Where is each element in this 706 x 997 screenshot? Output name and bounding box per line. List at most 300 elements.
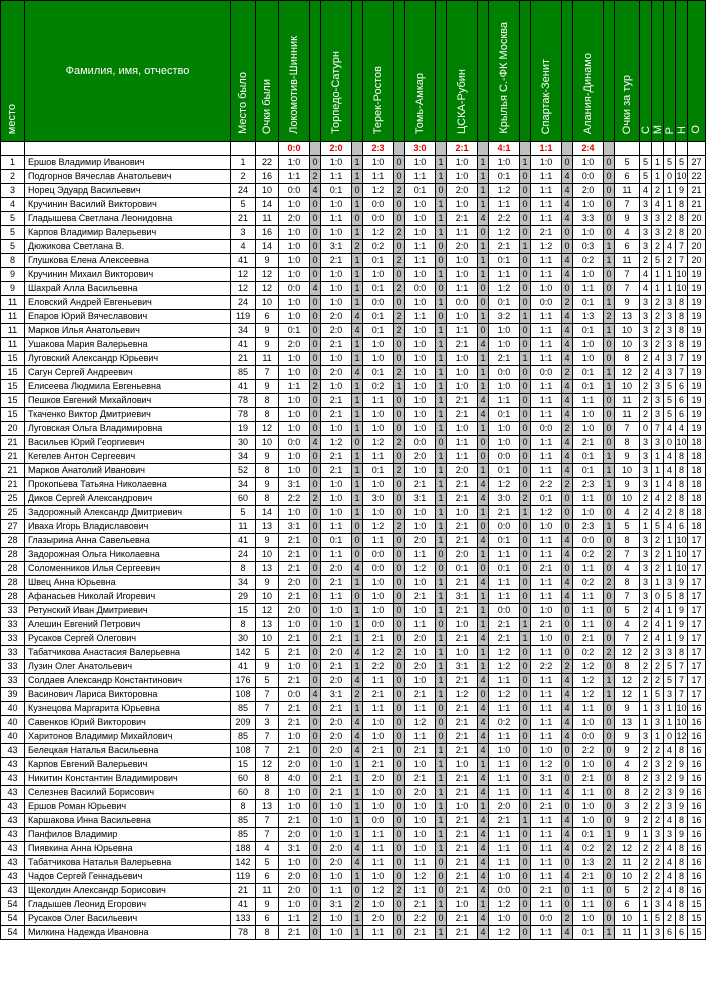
stat-cell: 6 (676, 408, 688, 422)
match-forecast: 1:0 (405, 576, 436, 590)
stat-cell: 17 (688, 674, 706, 688)
match-points: 0 (394, 408, 405, 422)
match-points: 0 (436, 562, 447, 576)
participant-name: Лузин Олег Анатольевич (25, 660, 231, 674)
match-forecast: 0:2 (573, 254, 604, 268)
match-points: 0 (520, 254, 531, 268)
match-forecast: 1:1 (531, 352, 562, 366)
stat-cell: 14 (256, 198, 279, 212)
match-forecast: 2:1 (363, 688, 394, 702)
result-4: 3:0 (405, 142, 436, 156)
match-forecast: 1:1 (531, 254, 562, 268)
stat-cell: 20 (688, 226, 706, 240)
match-points: 0 (436, 912, 447, 926)
stat-cell: 1 (652, 576, 664, 590)
stat-cell: 2 (652, 856, 664, 870)
match-points: 0 (604, 170, 615, 184)
match-points: 2 (562, 660, 573, 674)
match-points: 0 (310, 226, 321, 240)
match-forecast: 2:0 (279, 604, 310, 618)
match-points: 0 (520, 856, 531, 870)
match-forecast: 1:0 (447, 170, 478, 184)
match-forecast: 1:0 (321, 478, 352, 492)
stat-cell: 5 (664, 156, 676, 170)
stat-cell: 6 (615, 240, 640, 254)
stat-cell: 2 (652, 744, 664, 758)
match-forecast: 1:0 (447, 618, 478, 632)
stat-cell: 1 (652, 282, 664, 296)
match-points: 0 (310, 674, 321, 688)
stat-cell: 2 (664, 758, 676, 772)
table-row (1, 786, 706, 800)
match-forecast: 1:2 (363, 520, 394, 534)
stat-cell: 3 (652, 898, 664, 912)
match-forecast: 1:1 (531, 338, 562, 352)
match-forecast: 1:0 (279, 366, 310, 380)
match-points: 1 (436, 170, 447, 184)
match-points: 0 (562, 520, 573, 534)
table-row (1, 450, 706, 464)
match-points: 4 (562, 212, 573, 226)
place-cell: 21 (1, 478, 25, 492)
stat-cell: 8 (676, 506, 688, 520)
match-points: 0 (310, 506, 321, 520)
stat-cell: 4 (256, 842, 279, 856)
place-cell: 11 (1, 338, 25, 352)
match-points: 1 (520, 506, 531, 520)
stat-cell: 2 (652, 324, 664, 338)
match-forecast: 0:1 (489, 562, 520, 576)
table-row (1, 926, 706, 940)
match-points: 1 (436, 604, 447, 618)
match-forecast: 1:0 (531, 744, 562, 758)
header-gap (394, 1, 405, 142)
stat-cell: 7 (676, 352, 688, 366)
stat-cell: 11 (615, 856, 640, 870)
match-forecast: 1:1 (405, 170, 436, 184)
match-forecast: 1:0 (447, 422, 478, 436)
match-forecast: 1:1 (489, 786, 520, 800)
place-cell: 5 (1, 212, 25, 226)
match-points: 0 (394, 660, 405, 674)
stat-cell: 3 (640, 240, 652, 254)
match-points: 0 (394, 590, 405, 604)
stat-cell: 4 (664, 450, 676, 464)
match-points: 0 (562, 632, 573, 646)
match-points: 4 (352, 562, 363, 576)
table-row (1, 912, 706, 926)
match-forecast: 1:1 (447, 226, 478, 240)
place-cell: 40 (1, 702, 25, 716)
place-cell: 43 (1, 884, 25, 898)
match-points: 0 (604, 604, 615, 618)
match-forecast: 1:0 (489, 156, 520, 170)
match-forecast: 1:0 (279, 254, 310, 268)
stat-cell: 9 (615, 702, 640, 716)
match-forecast: 1:0 (321, 198, 352, 212)
stat-cell: 16 (688, 716, 706, 730)
match-points: 4 (562, 842, 573, 856)
stat-cell: 30 (231, 632, 256, 646)
match-forecast: 1:2 (363, 184, 394, 198)
stat-cell: 15 (231, 758, 256, 772)
place-cell: 54 (1, 898, 25, 912)
match-forecast: 1:0 (531, 632, 562, 646)
match-forecast: 1:0 (363, 576, 394, 590)
match-forecast: 2:0 (447, 184, 478, 198)
participant-name: Ершов Владимир Иванович (25, 156, 231, 170)
place-cell: 5 (1, 226, 25, 240)
match-points: 0 (520, 394, 531, 408)
place-cell: 54 (1, 912, 25, 926)
place-cell: 21 (1, 464, 25, 478)
match-points: 0 (394, 870, 405, 884)
match-forecast: 1:0 (489, 338, 520, 352)
match-points: 4 (478, 842, 489, 856)
place-cell: 3 (1, 184, 25, 198)
stat-cell: 17 (688, 576, 706, 590)
participant-name: Епаров Юрий Вячеславович (25, 310, 231, 324)
match-points: 1 (436, 492, 447, 506)
stat-cell: 18 (688, 436, 706, 450)
match-forecast: 2:1 (405, 898, 436, 912)
match-points: 1 (352, 870, 363, 884)
match-points: 4 (562, 310, 573, 324)
place-cell: 5 (1, 240, 25, 254)
stat-cell: 2 (664, 226, 676, 240)
match-points: 1 (352, 450, 363, 464)
match-points: 4 (562, 730, 573, 744)
stat-cell: 12 (676, 730, 688, 744)
stat-cell: 12 (231, 268, 256, 282)
match-points: 0 (562, 884, 573, 898)
stat-cell: 6 (615, 170, 640, 184)
match-points: 0 (520, 324, 531, 338)
match-forecast: 1:0 (321, 800, 352, 814)
match-points: 1 (604, 380, 615, 394)
stat-cell: 9 (256, 898, 279, 912)
match-points: 1 (478, 604, 489, 618)
stat-cell: 0 (664, 436, 676, 450)
stat-cell: 3 (640, 324, 652, 338)
stat-cell: 2 (652, 660, 664, 674)
stat-cell: 1 (640, 688, 652, 702)
stat-cell: 5 (664, 660, 676, 674)
match-points: 0 (310, 520, 321, 534)
stat-cell: 209 (231, 716, 256, 730)
match-forecast: 0:2 (573, 548, 604, 562)
match-points: 2 (604, 548, 615, 562)
stat-cell: 5 (231, 198, 256, 212)
stat-cell: 3 (664, 352, 676, 366)
match-points: 1 (436, 576, 447, 590)
stat-cell: 7 (676, 674, 688, 688)
participant-name: Никитин Константин Владимирович (25, 772, 231, 786)
match-points: 4 (478, 730, 489, 744)
stat-cell: 10 (615, 324, 640, 338)
match-points: 0 (520, 576, 531, 590)
stat-cell: 7 (676, 688, 688, 702)
stat-cell: 9 (676, 632, 688, 646)
stat-cell: 60 (231, 786, 256, 800)
match-points: 0 (436, 618, 447, 632)
match-points: 0 (310, 590, 321, 604)
match-points: 0 (436, 240, 447, 254)
stat-cell: 1 (652, 730, 664, 744)
match-forecast: 2:0 (447, 464, 478, 478)
match-points: 1 (478, 254, 489, 268)
match-forecast: 1:1 (531, 898, 562, 912)
match-points: 0 (604, 702, 615, 716)
stat-cell: 7 (256, 744, 279, 758)
stat-cell: 4 (652, 618, 664, 632)
stat-cell: 8 (676, 856, 688, 870)
match-points: 1 (604, 464, 615, 478)
match-forecast: 0:0 (489, 604, 520, 618)
stat-cell: 2 (640, 408, 652, 422)
match-points: 0 (478, 520, 489, 534)
match-points: 0 (310, 744, 321, 758)
stat-cell: 5 (256, 646, 279, 660)
match-forecast: 1:1 (279, 380, 310, 394)
match-points: 0 (436, 282, 447, 296)
match-forecast: 2:1 (489, 632, 520, 646)
header-place-was: Место было (231, 1, 256, 142)
match-points: 0 (394, 912, 405, 926)
match-points: 0 (352, 184, 363, 198)
match-forecast: 2:2 (279, 492, 310, 506)
match-forecast: 1:1 (531, 870, 562, 884)
match-points: 0 (520, 926, 531, 940)
match-forecast: 1:2 (573, 688, 604, 702)
stat-cell: 13 (256, 562, 279, 576)
stat-cell: 4 (664, 520, 676, 534)
match-points: 0 (520, 646, 531, 660)
match-forecast: 1:0 (573, 226, 604, 240)
stat-cell: 4 (652, 604, 664, 618)
match-points: 0 (310, 618, 321, 632)
stat-cell: 9 (676, 786, 688, 800)
match-forecast: 1:0 (573, 338, 604, 352)
match-points: 1 (352, 926, 363, 940)
match-forecast: 2:0 (405, 786, 436, 800)
match-forecast: 1:0 (405, 366, 436, 380)
match-points: 1 (436, 422, 447, 436)
match-forecast: 0:1 (363, 464, 394, 478)
match-points: 4 (478, 856, 489, 870)
match-points: 2 (394, 884, 405, 898)
match-forecast: 1:1 (531, 310, 562, 324)
stat-cell: 60 (231, 772, 256, 786)
match-forecast: 1:0 (321, 758, 352, 772)
match-forecast: 4:0 (279, 772, 310, 786)
match-points: 2 (562, 912, 573, 926)
stat-cell: 2 (640, 632, 652, 646)
stat-cell: 8 (676, 198, 688, 212)
stat-cell: 1 (640, 716, 652, 730)
match-forecast: 1:1 (573, 884, 604, 898)
place-cell: 9 (1, 282, 25, 296)
match-points: 4 (562, 926, 573, 940)
match-forecast: 1:1 (531, 842, 562, 856)
match-forecast: 2:1 (531, 618, 562, 632)
header-name: Фамилия, имя, отчество (25, 1, 231, 142)
match-forecast: 3:1 (405, 492, 436, 506)
stat-cell: 7 (615, 548, 640, 562)
match-forecast: 1:0 (531, 604, 562, 618)
stat-cell: 34 (231, 450, 256, 464)
match-forecast: 1:0 (573, 814, 604, 828)
match-forecast: 0:0 (279, 184, 310, 198)
match-points: 0 (310, 478, 321, 492)
match-forecast: 2:1 (447, 632, 478, 646)
match-forecast: 1:2 (363, 646, 394, 660)
match-points: 1 (436, 226, 447, 240)
match-forecast: 2:1 (447, 842, 478, 856)
match-forecast: 1:0 (573, 716, 604, 730)
match-points: 1 (436, 660, 447, 674)
stat-cell: 16 (688, 814, 706, 828)
stat-cell: 13 (615, 310, 640, 324)
match-points: 1 (436, 688, 447, 702)
stat-cell: 4 (615, 562, 640, 576)
match-points: 4 (562, 674, 573, 688)
table-row (1, 464, 706, 478)
match-forecast: 1:0 (447, 198, 478, 212)
place-cell: 15 (1, 394, 25, 408)
stat-cell: 18 (688, 506, 706, 520)
place-cell: 15 (1, 366, 25, 380)
match-points: 0 (394, 534, 405, 548)
match-forecast: 2:0 (405, 632, 436, 646)
match-points: 0 (604, 786, 615, 800)
match-points: 0 (394, 758, 405, 772)
match-points: 4 (562, 828, 573, 842)
match-points: 0 (436, 856, 447, 870)
stat-cell: 11 (615, 408, 640, 422)
match-forecast: 2:0 (321, 310, 352, 324)
match-points: 2 (604, 842, 615, 856)
stat-cell: 16 (688, 702, 706, 716)
results-row (1, 142, 706, 156)
match-points: 1 (352, 268, 363, 282)
table-row (1, 478, 706, 492)
match-points: 1 (436, 800, 447, 814)
match-forecast: 1:0 (447, 156, 478, 170)
match-forecast: 1:1 (363, 926, 394, 940)
match-points: 1 (520, 352, 531, 366)
match-forecast: 1:0 (489, 380, 520, 394)
match-points: 0 (604, 534, 615, 548)
match-forecast: 2:0 (279, 758, 310, 772)
match-forecast: 1:0 (489, 422, 520, 436)
stat-cell: 5 (664, 590, 676, 604)
match-points: 1 (352, 758, 363, 772)
stat-cell: 2 (664, 212, 676, 226)
match-forecast: 1:0 (405, 758, 436, 772)
match-points: 0 (562, 618, 573, 632)
stat-cell: 8 (676, 814, 688, 828)
match-points: 4 (562, 590, 573, 604)
result-7: 1:1 (531, 142, 562, 156)
match-forecast: 2:1 (447, 926, 478, 940)
header-match-1: Локомотив-Шинник (279, 1, 310, 142)
match-forecast: 1:1 (489, 702, 520, 716)
stat-cell: 24 (231, 548, 256, 562)
stat-cell: 8 (256, 408, 279, 422)
stat-cell: 11 (256, 212, 279, 226)
match-points: 1 (478, 646, 489, 660)
stat-cell: 3 (640, 534, 652, 548)
match-forecast: 1:2 (531, 506, 562, 520)
match-points: 2 (310, 912, 321, 926)
match-points: 1 (478, 170, 489, 184)
match-points: 0 (394, 898, 405, 912)
stat-cell: 10 (615, 912, 640, 926)
place-cell: 20 (1, 422, 25, 436)
match-forecast: 1:0 (363, 268, 394, 282)
stat-cell: 3 (664, 366, 676, 380)
stat-cell: 9 (615, 730, 640, 744)
match-forecast: 2:1 (405, 688, 436, 702)
match-points: 1 (604, 366, 615, 380)
stat-cell: 10 (615, 870, 640, 884)
stat-cell: 10 (256, 184, 279, 198)
participant-name: Каршакова Инна Васильевна (25, 814, 231, 828)
match-points: 0 (394, 744, 405, 758)
stat-cell: 8 (676, 338, 688, 352)
match-forecast: 0:1 (489, 170, 520, 184)
match-forecast: 1:0 (405, 156, 436, 170)
stat-cell: 2 (640, 856, 652, 870)
match-points: 0 (394, 674, 405, 688)
place-cell: 28 (1, 534, 25, 548)
match-points: 0 (520, 786, 531, 800)
match-points: 0 (520, 226, 531, 240)
stat-cell: 8 (256, 464, 279, 478)
participant-name: Елисеева Людмила Евгеньевна (25, 380, 231, 394)
match-forecast: 1:0 (321, 604, 352, 618)
stat-cell: 2 (640, 380, 652, 394)
match-forecast: 2:1 (447, 856, 478, 870)
stat-cell: 5 (615, 156, 640, 170)
match-forecast: 1:1 (531, 856, 562, 870)
match-points: 0 (562, 492, 573, 506)
place-cell: 21 (1, 450, 25, 464)
match-points: 0 (310, 814, 321, 828)
match-forecast: 2:2 (531, 478, 562, 492)
participant-name: Задорожный Александр Дмитриевич (25, 506, 231, 520)
match-points: 0 (310, 422, 321, 436)
stat-cell: 2 (664, 506, 676, 520)
place-cell: 27 (1, 520, 25, 534)
stat-cell: 17 (688, 562, 706, 576)
match-forecast: 1:0 (321, 870, 352, 884)
table-row (1, 870, 706, 884)
stat-cell: 2 (640, 758, 652, 772)
match-points: 1 (478, 380, 489, 394)
match-forecast: 1:0 (321, 506, 352, 520)
match-forecast: 0:2 (489, 716, 520, 730)
match-points: 4 (352, 856, 363, 870)
match-points: 0 (604, 660, 615, 674)
match-forecast: 0:0 (279, 436, 310, 450)
stat-cell: 1 (640, 520, 652, 534)
stat-cell: 7 (256, 730, 279, 744)
match-points: 0 (310, 464, 321, 478)
match-points: 4 (478, 674, 489, 688)
match-points: 1 (478, 198, 489, 212)
